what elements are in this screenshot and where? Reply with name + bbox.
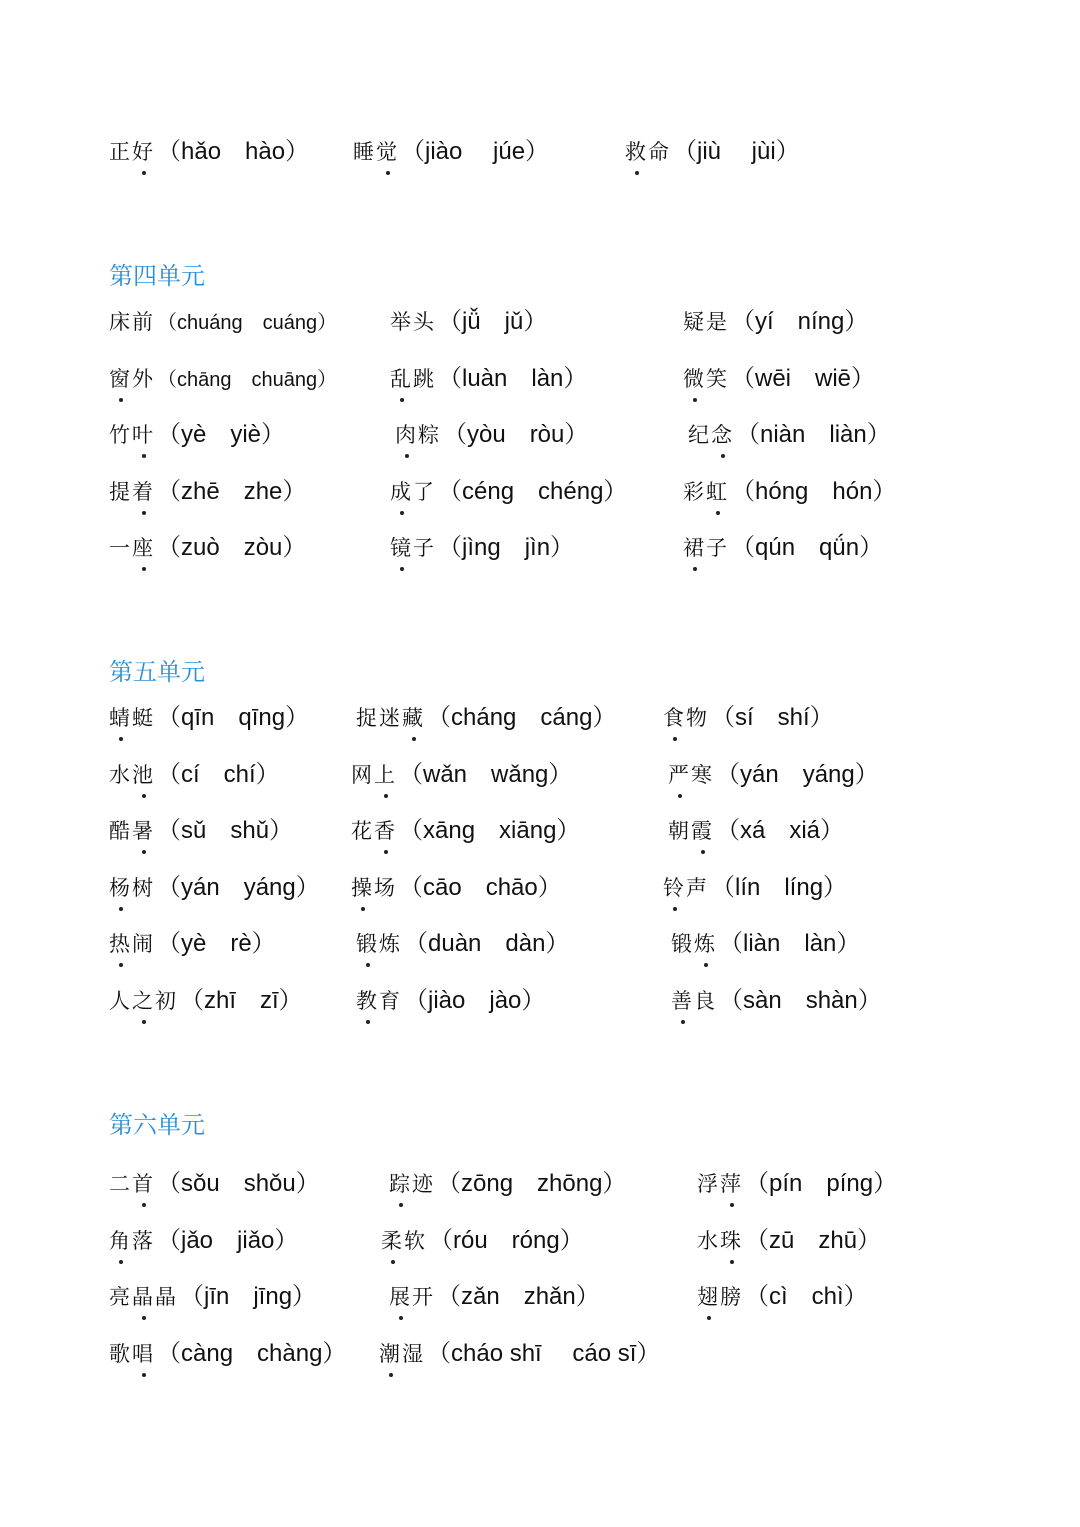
vocab-word: 角落 (109, 1225, 155, 1257)
pinyin-options: （wēi wiē） (731, 364, 876, 392)
vocab-item (390, 306, 547, 338)
vocab-item (109, 872, 320, 904)
vocab-word: 睡觉 (353, 136, 399, 168)
vocab-item (109, 1281, 316, 1313)
pinyin-options: （lín líng） (711, 873, 848, 901)
vocab-word: 食物 (663, 702, 709, 734)
vocab-item (353, 136, 549, 168)
vocab-item (697, 1281, 868, 1313)
vocab-word: 水珠 (697, 1225, 743, 1257)
section-title: 第六单元 (109, 1111, 205, 1139)
vocab-item (356, 985, 545, 1017)
section-title: 第五单元 (109, 658, 205, 686)
vocab-item (683, 306, 868, 338)
vocab-item (625, 136, 800, 168)
vocab-word: 肉粽 (395, 419, 441, 451)
vocab-word: 举头 (390, 310, 436, 334)
pinyin-options: （qīn qīng） (157, 704, 310, 731)
pinyin-options: （yán yáng） (716, 760, 879, 788)
vocab-item (109, 1338, 346, 1370)
vocab-word: 教育 (356, 985, 402, 1017)
pinyin-options: （sàn shàn） (719, 987, 882, 1014)
vocab-item (351, 872, 562, 904)
vocab-item (663, 702, 834, 734)
vocab-word: 正好 (109, 136, 155, 168)
vocab-item (389, 1168, 626, 1200)
vocab-item (109, 1225, 298, 1257)
vocab-word: 花香 (351, 815, 397, 847)
vocab-word: 严寒 (668, 759, 714, 791)
pinyin-options: （chuáng cuáng） (157, 312, 338, 334)
vocab-word: 铃声 (663, 872, 709, 904)
pinyin-options: （wǎn wǎng） (399, 760, 573, 788)
vocab-word: 镜子 (390, 532, 436, 564)
vocab-item (663, 872, 847, 904)
pinyin-options: （xá xiá） (716, 817, 845, 845)
pinyin-options: （róu róng） (429, 1226, 584, 1254)
pinyin-options: （càng chàng） (157, 1339, 347, 1367)
vocab-word: 救命 (625, 136, 671, 168)
vocab-item (390, 476, 627, 508)
vocab-item (109, 476, 306, 508)
vocab-word: 锻炼 (671, 928, 717, 960)
pinyin-options: （cí chí） (157, 760, 280, 788)
vocab-word: 锻炼 (356, 928, 402, 960)
pinyin-options: （zhī zī） (180, 987, 303, 1014)
vocab-word: 操场 (351, 872, 397, 904)
pinyin-options: （duàn dàn） (404, 930, 570, 958)
pinyin-options: （jiù jùi） (673, 138, 800, 165)
vocab-word: 柔软 (381, 1225, 427, 1257)
vocab-word: 杨树 (109, 872, 155, 904)
vocab-word: 翅膀 (697, 1281, 743, 1313)
vocab-item (109, 702, 309, 734)
vocab-word: 疑是 (683, 310, 729, 334)
pinyin-options: （céng chéng） (438, 477, 628, 505)
pinyin-options: （zū zhū） (745, 1226, 882, 1254)
vocab-word: 一座 (109, 532, 155, 564)
vocab-item (356, 702, 616, 734)
vocab-word: 朝霞 (668, 815, 714, 847)
pinyin-options: （jiào júe） (401, 138, 550, 165)
pinyin-options: （jǚ jǔ） (438, 308, 548, 335)
pinyin-options: （niàn liàn） (736, 421, 891, 449)
pinyin-options: （yán yáng） (157, 873, 320, 901)
pinyin-options: （jǎo jiǎo） (157, 1226, 299, 1254)
vocab-word: 浮萍 (697, 1168, 743, 1200)
vocab-item (109, 985, 303, 1017)
vocab-word: 潮湿 (379, 1338, 425, 1370)
vocab-item (109, 928, 276, 960)
vocab-item (683, 532, 883, 564)
vocab-item (381, 1225, 584, 1257)
vocab-word: 热闹 (109, 928, 155, 960)
vocab-item (109, 136, 309, 168)
pinyin-options: （qún qǘn） (731, 534, 884, 562)
pinyin-options: （yè yiè） (157, 421, 286, 449)
pinyin-options: （xāng xiāng） (399, 817, 581, 845)
vocab-word: 窗外 (109, 363, 155, 395)
pinyin-options: （yòu ròu） (443, 421, 589, 449)
vocab-item (109, 532, 306, 564)
pinyin-options: （pín píng） (745, 1170, 898, 1197)
vocab-word: 二首 (109, 1168, 155, 1200)
vocab-item (671, 985, 882, 1017)
vocab-item (109, 363, 337, 396)
vocab-word: 捉迷藏 (356, 702, 425, 734)
vocab-item (688, 419, 891, 451)
vocab-word: 床前 (109, 310, 155, 334)
vocab-item (109, 759, 280, 791)
pinyin-options: （sǔ shǔ） (157, 817, 294, 845)
pinyin-options: （cāo chāo） (399, 873, 562, 901)
pinyin-options: （yè rè） (157, 930, 276, 958)
vocab-word: 成了 (390, 476, 436, 508)
vocab-item (671, 928, 860, 960)
vocab-word: 裙子 (683, 532, 729, 564)
vocab-word: 乱跳 (390, 363, 436, 395)
vocab-item (351, 759, 572, 791)
vocab-word: 网上 (351, 759, 397, 791)
vocab-item (683, 363, 875, 395)
vocab-word: 纪念 (688, 419, 734, 451)
vocab-item (379, 1338, 660, 1370)
section-title: 第四单元 (109, 262, 205, 290)
vocab-word: 歌唱 (109, 1338, 155, 1370)
vocab-item (683, 476, 896, 508)
pinyin-options: （hóng hón） (731, 477, 897, 505)
pinyin-options: （hǎo hào） (157, 138, 310, 165)
vocab-item (356, 928, 569, 960)
pinyin-options: （jìng jìn） (438, 534, 575, 562)
pinyin-options: （sǒu shǒu） (157, 1170, 320, 1197)
pinyin-options: （zǎn zhǎn） (437, 1283, 600, 1311)
vocab-item (697, 1168, 897, 1200)
vocab-word: 竹叶 (109, 419, 155, 451)
vocab-item (109, 815, 293, 847)
pinyin-options: （zhē zhe） (157, 477, 307, 505)
vocab-item (109, 1168, 320, 1200)
pinyin-options: （jiào jào） (404, 987, 546, 1014)
vocab-word: 提着 (109, 476, 155, 508)
pinyin-options: （liàn làn） (719, 930, 861, 958)
vocab-word: 蜻蜓 (109, 702, 155, 734)
pinyin-options: （cì chì） (745, 1283, 868, 1311)
pinyin-options: （cháng cáng） (427, 704, 617, 731)
vocab-item (109, 306, 337, 339)
vocab-item (390, 363, 587, 395)
vocab-item (351, 815, 580, 847)
vocab-word: 展开 (389, 1281, 435, 1313)
vocab-word: 善良 (671, 985, 717, 1017)
vocab-item (668, 815, 844, 847)
vocab-item (395, 419, 588, 451)
pinyin-options: （yí níng） (731, 308, 869, 335)
vocab-item (109, 419, 285, 451)
vocab-item (390, 532, 574, 564)
pinyin-options: （cháo shī cáo sī） (427, 1339, 661, 1367)
vocab-item (697, 1225, 881, 1257)
vocab-word: 酷暑 (109, 815, 155, 847)
vocab-word: 彩虹 (683, 476, 729, 508)
pinyin-options: （sí shí） (711, 704, 834, 731)
vocab-word: 微笑 (683, 363, 729, 395)
pinyin-options: （zuò zòu） (157, 534, 307, 562)
vocab-word: 踪迹 (389, 1168, 435, 1200)
vocab-word: 人之初 (109, 985, 178, 1017)
vocab-word: 水池 (109, 759, 155, 791)
vocab-word: 亮晶晶 (109, 1281, 178, 1313)
pinyin-options: （luàn làn） (438, 364, 588, 392)
vocab-item (389, 1281, 600, 1313)
vocab-item (668, 759, 879, 791)
pinyin-options: （jīn jīng） (180, 1283, 317, 1311)
pinyin-options: （chāng chuāng） (157, 368, 338, 391)
pinyin-options: （zōng zhōng） (437, 1170, 627, 1197)
